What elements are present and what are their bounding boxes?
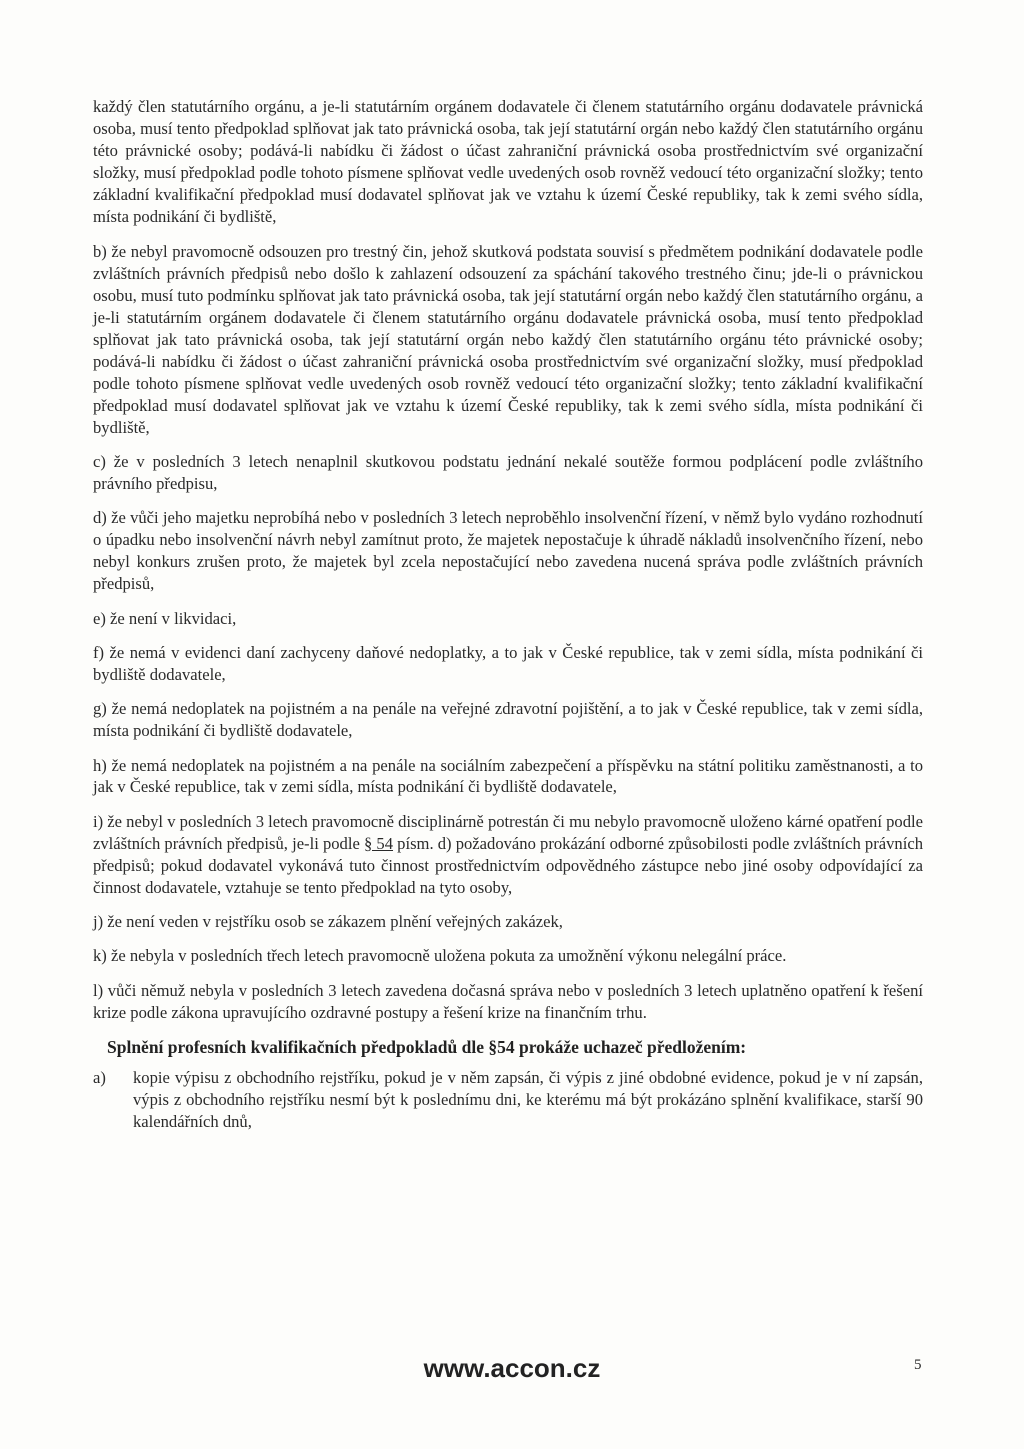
footer-url[interactable]: www.accon.cz bbox=[423, 1353, 601, 1383]
paragraph-i-text-start: i) že nebyl v posledních 3 letech pravomocně disciplinárně potrestán či mu nebylo pravomocně uloženo kárné opatření podle zvláštních právních předpisů, je-li podle bbox=[93, 811, 923, 853]
section-54-link[interactable]: § 54 bbox=[363, 833, 394, 853]
paragraph-g: g) že nemá nedoplatek na pojistném a na penále na veřejné zdravotní pojištění, a to jak v České republice, tak v zemi sídla, místa podnikání či bydliště dodavatele, bbox=[93, 699, 923, 741]
list-marker: a) bbox=[93, 1068, 106, 1088]
paragraph-f: f) že nemá v evidenci daní zachyceny daňové nedoplatky, a to jak v České republice, tak v zemi sídla, místa podnikání či bydliště dodavatele, bbox=[93, 642, 923, 684]
paragraph-i bbox=[93, 811, 923, 899]
paragraph-d: d) že vůči jeho majetku neprobíhá nebo v posledních 3 letech neproběhlo insolvenční řízení, v němž bylo vydáno rozhodnutí o úpadku nebo insolvenční návrh nebyl zamítnut proto, že majetek nepostačuje k úhradě nákladů insolvenčního řízení, nebo nebyl konkurs zrušen proto, že majetek byl zcela nepostačující nebo zavedena nucená správa podle zvláštních právních předpisů, bbox=[93, 508, 923, 594]
list-item-text: kopie výpisu z obchodního rejstříku, pokud je v něm zapsán, či výpis z jiné obdobné evidence, pokud je v ní zapsán, výpis z obchodního rejstříku nesmí být k poslednímu dni, ke kterému má být prokázáno splnění kvalifikace, starší 90 kalendářních dnů, bbox=[133, 1068, 923, 1131]
paragraph-c: c) že v posledních 3 letech nenaplnil skutkovou podstatu jednání nekalé soutěže formou podplácení podle zvláštního právního předpisu, bbox=[93, 452, 923, 493]
paragraph-l: l) vůči němuž nebyla v posledních 3 letech zavedena dočasná správa nebo v posledních 3 letech uplatněno opatření k řešení krize podle zákona upravujícího ozdravné postupy a řešení krize na finančním trhu. bbox=[93, 980, 923, 1022]
document-body bbox=[93, 96, 923, 1133]
paragraph-i-text-end: písm. d) požadováno prokázání odborné způsobilosti podle zvláštních právních předpisů; pokud dodavatel vykonává tuto činnost prostřednictvím odpovědného zástupce nebo jiné osoby odpovídající za činnost dodavatele, vztahuje se tento předpoklad na tyto osoby, bbox=[93, 833, 923, 897]
paragraph-h: h) že nemá nedoplatek na pojistném a na penále na sociálním zabezpečení a příspěvku na státní politiku zaměstnanosti, a to jak v České republice, tak v zemi sídla, místa podnikání či bydliště dodavatele, bbox=[93, 755, 923, 797]
section-heading: Splnění profesních kvalifikačních předpokladů dle §54 prokáže uchazeč předložením: bbox=[107, 1037, 747, 1058]
paragraph-j: j) že není veden v rejstříku osob se zákazem plnění veřejných zakázek, bbox=[93, 912, 563, 931]
page-number: 5 bbox=[914, 1357, 922, 1373]
paragraph-b: b) že nebyl pravomocně odsouzen pro trestný čin, jehož skutková podstata souvisí s předmětem podnikání dodavatele podle zvláštních právních předpisů nebo došlo k zahlazení odsouzení za spáchání takového trestného činu; jde-li o právnickou osobu, musí tuto podmínku splňovat jak tato právnická osoba, tak její statutární orgán nebo každý člen statutárního orgánu, a je-li statutárním orgánem dodavatele či členem statutárního orgánu dodavatele právnická osoba, musí tento předpoklad splňovat jak tato právnická osoba, tak její statutární orgán nebo každý člen statutárního orgánu této právnické osoby; podává-li nabídku či žádost o účast zahraniční právnická osoba prostřednictvím své organizační složky, musí předpoklad podle tohoto písmene splňovat vedle uvedených osob rovněž vedoucí této organizační složky; tento základní kvalifikační předpoklad musí dodavatel splňovat jak ve vztahu k území České republiky, tak k zemi svého sídla, místa podnikání či bydliště, bbox=[93, 242, 923, 437]
paragraph-e: e) že není v likvidaci, bbox=[93, 608, 237, 628]
paragraph-a-continuation: každý člen statutárního orgánu, a je-li statutárním orgánem dodavatele či členem statutárního orgánu dodavatele právnická osoba, musí tento předpoklad splňovat jak tato právnická osoba, tak její statutární orgán nebo každý člen statutárního orgánu této právnické osoby; podává-li nabídku či žádost o účast zahraniční právnická osoba prostřednictvím své organizační složky, musí předpoklad podle tohoto písmene splňovat vedle uvedených osob rovněž vedoucí této organizační složky; tento základní kvalifikační předpoklad musí dodavatel splňovat jak ve vztahu k území České republiky, tak k zemi svého sídla, místa podnikání či bydliště, bbox=[93, 97, 923, 226]
paragraph-k: k) že nebyla v posledních třech letech pravomocně uložena pokuta za umožnění výkonu nelegální práce. bbox=[93, 946, 787, 966]
list-item bbox=[93, 1067, 923, 1133]
